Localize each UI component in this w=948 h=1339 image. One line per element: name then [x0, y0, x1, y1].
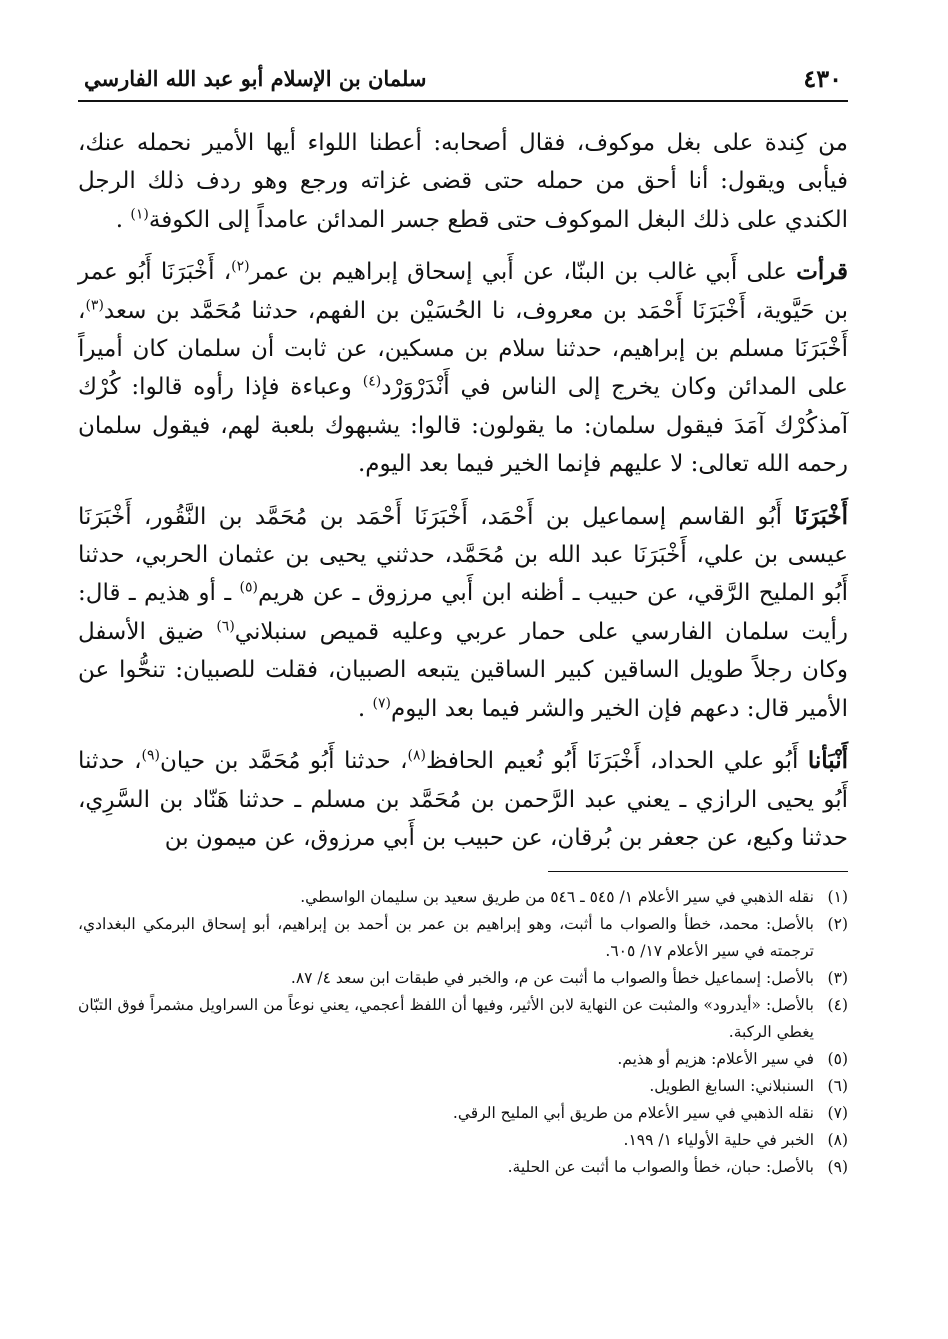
page-number: ٤٣٠	[803, 64, 842, 93]
book-page	[78, 60, 848, 1181]
footnote-reference: (٢)	[231, 258, 250, 275]
footnote-number: (٢)	[827, 915, 848, 934]
text-segment: أَبُو القاسم إسماعيل بن أَحْمَد، أَخْبَرَنَا أَحْمَد بن مُحَمَّد بن النَّقُور، أَخْبَرَنَا عيسى بن علي، أَخْبَرَنَا عبد الله بن مُحَمَّد، حدثني يحيى بن عثمان الحربي، حدثنا أَبُو المليح الرَّقي، عن حبيب ـ أظنه ابن أَبي مرزوق ـ عن هريم	[78, 503, 848, 607]
text-segment: ضيق الأسفل وكان رجلاً طويل الساقين كبير الساقين يتبعه الصبيان، فقلت للصبيان: تنحُّوا عن الأمير قال: دعهم فإن الخير والشر فيما بعد اليوم	[78, 618, 848, 722]
footnote-text: الخبر في حلية الأولياء ١/ ١٩٩.	[623, 1131, 814, 1150]
footnote-text: بالأصل: محمد، خطأ والصواب ما أثبت، وهو إبراهيم بن عمر بن أحمد بن إبراهيم، أبو إسحاق البرمكي البغدادي، ترجمته في سير الأعلام ١٧/ ٦٠٥.	[78, 915, 815, 961]
footnote	[78, 1127, 848, 1154]
page-header	[78, 60, 848, 102]
footnote	[78, 911, 848, 965]
footnote-number: (٨)	[827, 1131, 848, 1150]
footnote-number: (٣)	[827, 969, 848, 988]
text-segment: أَبُو علي الحداد، أَخْبَرَنَا أَبُو نُعيم الحافظ	[425, 748, 808, 775]
footnote-text: بالأصل: «أيدرود» والمثبت عن النهاية لابن الأثير، وفيها أن اللفظ أعجمي، يعني نوعاً من السراويل مشمراً فوق التبّان يغطي الركبة.	[78, 996, 814, 1042]
text-segment: ، أَخْبَرَنَا مسلم بن إبراهيم، حدثنا سلام بن مسكين، عن ثابت أن سلمان كان أميراً على المدائن وكان يخرج إلى الناس في أَنْدَرْوَرْد	[78, 297, 849, 401]
footnote	[78, 1100, 848, 1127]
paragraph	[78, 742, 848, 857]
footnote	[78, 1154, 848, 1181]
footnote-text: في سير الأعلام: هزيم أو هذيم.	[617, 1050, 814, 1069]
footnote	[78, 1046, 848, 1073]
footnote-number: (٩)	[827, 1158, 848, 1177]
text-segment: ، حدثنا أَبُو مُحَمَّد بن حيان	[160, 748, 408, 775]
paragraph	[78, 253, 848, 483]
body-text	[78, 124, 848, 857]
running-title: سلمان بن الإسلام أبو عبد الله الفارسي	[84, 66, 427, 91]
footnote	[78, 1073, 848, 1100]
paragraph	[78, 498, 848, 728]
footnote-number: (١)	[827, 888, 848, 907]
footnote-divider	[548, 871, 848, 872]
footnote-reference: (٦)	[216, 618, 235, 635]
footnote	[78, 884, 848, 911]
footnote	[78, 965, 848, 992]
footnote-number: (٦)	[827, 1077, 848, 1096]
text-segment: من كِندة على بغل موكوف، فقال أصحابه: أعطنا اللواء أيها الأمير نحمله عنك، فيأبى ويقول: أنا أحق من حمله حتى قضى غزاته ورجع وهو ردف ذلك الرجل الكندي على ذلك البغل الموكوف حتى قطع جسر المدائن عامداً إلى الكوفة	[78, 130, 848, 233]
text-segment: وعباءة فإذا رأوه قالوا: كُرْك آمذكُرْك آمَدَ فيقول سلمان: ما يقولون: قالوا: يشبهوك بلعبة لهم، فيقول سلمان رحمه الله تعالى: لا عليهم فإنما الخير فيما بعد اليوم.	[78, 374, 848, 478]
footnote-text: بالأصل: إسماعيل خطأ والصواب ما أثبت عن م، والخبر في طبقات ابن سعد ٤/ ٨٧.	[290, 969, 814, 988]
text-segment: على أَبي غالب بن البنّا، عن أَبي إسحاق إبراهيم بن عمر	[249, 259, 797, 286]
footnote-text: السنبلاني: السابغ الطويل.	[649, 1077, 814, 1096]
footnote-number: (٤)	[827, 996, 848, 1015]
footnote-reference: (١)	[130, 206, 149, 223]
footnote-reference: (٣)	[85, 296, 104, 313]
footnote	[78, 992, 848, 1046]
paragraph-lead-word: أَنْبَأنا	[807, 747, 849, 775]
footnote-text: نقله الذهبي في سير الأعلام من طريق أبي المليح الرقي.	[452, 1104, 814, 1123]
footnotes	[78, 884, 848, 1181]
footnote-number: (٥)	[827, 1050, 848, 1069]
footnote-reference: (٩)	[141, 747, 160, 764]
text-segment: ، حدثنا أَبُو يحيى الرازي ـ يعني عبد الرَّحمن بن مُحَمَّد بن مسلم ـ حدثنا هَنّاد بن السَّرِي، حدثنا وكيع، عن جعفر بن بُرقان، عن حبيب بن أَبي مرزوق، عن ميمون بن	[78, 748, 848, 851]
paragraph	[78, 124, 848, 239]
text-segment: ـ أو هذيم ـ قال: رأيت سلمان الفارسي على حمار عربي وعليه قميص سنبلاني	[78, 580, 848, 645]
text-segment: .	[115, 206, 131, 233]
footnote-reference: (٧)	[372, 695, 391, 712]
footnote-text: بالأصل: حبان، خطأ والصواب ما أثبت عن الحلية.	[507, 1158, 814, 1177]
text-segment: .	[357, 695, 373, 722]
footnote-reference: (٤)	[362, 373, 382, 390]
paragraph-lead-word: أَخْبَرَنَا	[794, 502, 848, 530]
footnote-reference: (٨)	[407, 747, 426, 764]
text-segment: ، أَخْبَرَنَا أَبُو عمر بن حَيَّوية، أَخْبَرَنَا أَحْمَد بن معروف، نا الحُسَيْن بن الفهم، حدثنا مُحَمَّد بن سعد	[78, 259, 848, 324]
paragraph-lead-word: قرأت	[796, 258, 848, 286]
footnote-number: (٧)	[827, 1104, 848, 1123]
footnote-text: نقله الذهبي في سير الأعلام ١/ ٥٤٥ ـ ٥٤٦ من طريق سعيد بن سليمان الواسطي.	[300, 888, 814, 907]
footnote-reference: (٥)	[239, 579, 258, 596]
